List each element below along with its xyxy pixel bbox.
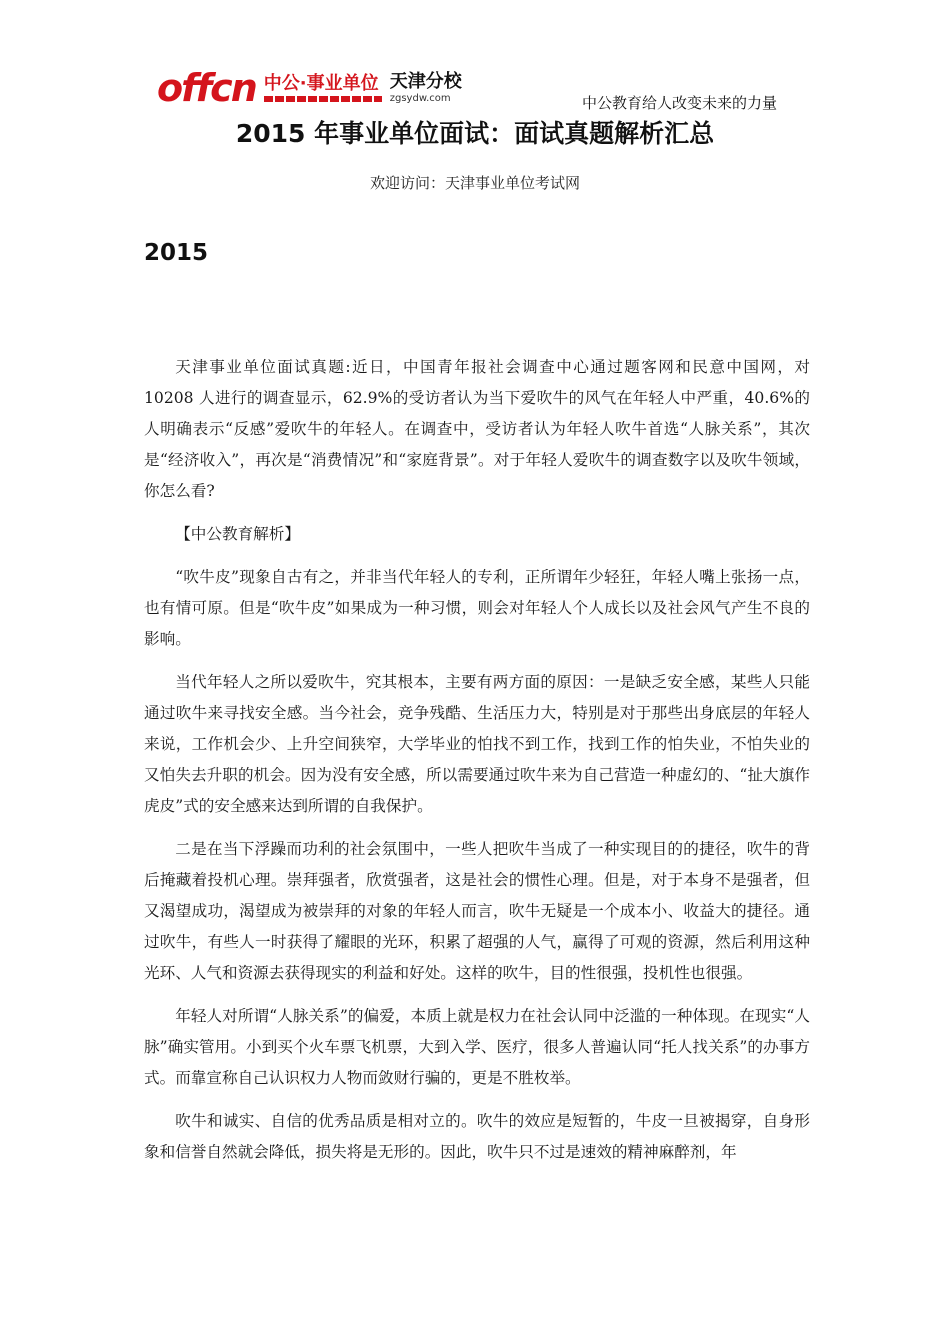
logo-url: zgsydw.com [389,93,451,104]
body-paragraph: 吹牛和诚实、自信的优秀品质是相对立的。吹牛的效应是短暂的，牛皮一旦被揭穿，自身形象和信誉自然就会降低，损失将是无形的。因此，吹牛只不过是速效的精神麻醉剂，年 [144,1112,810,1161]
page-title: 2015 年事业单位面试：面试真题解析汇总 [235,119,715,148]
article-body [144,352,810,1180]
logo-tagline-bar [264,96,382,102]
logo-mark: offcn [157,66,256,110]
body-paragraph: 当代年轻人之所以爱吹牛，究其根本，主要有两方面的原因：一是缺乏安全感，某些人只能通过吹牛来寻找安全感。当今社会，竞争残酷、生活压力大，特别是对于那些出身底层的年轻人来说，工作机会少、上升空间狭窄，大学毕业的怕找不到工作，找到工作的怕失业，不怕失业的又怕失去升职的机会。因为没有安全感，所以需要通过吹牛来为自己营造一种虚幻的、“扯大旗作虎皮”式的安全感来达到所谓的自我保护。 [144,673,810,815]
body-paragraph: “吹牛皮”现象自古有之，并非当代年轻人的专利，正所谓年少轻狂，年轻人嘴上张扬一点，也有情可原。但是“吹牛皮”如果成为一种习惯，则会对年轻人个人成长以及社会风气产生不良的影响。 [144,568,810,648]
logo-branch-name: 天津分校 [389,71,462,92]
logo-branch [390,71,462,105]
logo-main [264,74,382,102]
question-paragraph: 天津事业单位面试真题:近日，中国青年报社会调查中心通过题客网和民意中国网，对 10208 人进行的调查显示，62.9%的受访者认为当下爱吹牛的风气在年轻人中严重，40.6%的人明确表示“反感”爱吹牛的年轻人。在调查中，受访者认为年轻人吹牛首选“人脉关系”，其次是“经济收入”，再次是“消费情况”和“家庭背景”。对于年轻人爱吹牛的调查数字以及吹牛领域，你怎么看? [144,358,810,500]
logo-name: 中公·事业单位 [263,73,379,94]
offcn-logo [157,66,462,110]
analysis-label: 【中公教育解析】 [175,525,300,543]
welcome-line: 欢迎访问：天津事业单位考试网 [369,174,580,192]
header-slogan: 中公教育给人改变未来的力量 [582,94,778,112]
year-heading: 2015 [144,240,209,266]
body-paragraph: 年轻人对所谓“人脉关系”的偏爱，本质上就是权力在社会认同中泛滥的一种体现。在现实“人脉”确实管用。小到买个火车票飞机票，大到入学、医疗，很多人普遍认同“托人找关系”的办事方式。而靠宣称自己认识权力人物而敛财行骗的，更是不胜枚举。 [144,1007,810,1087]
body-paragraph: 二是在当下浮躁而功利的社会氛围中，一些人把吹牛当成了一种实现目的的捷径，吹牛的背后掩藏着投机心理。崇拜强者，欣赏强者，这是社会的惯性心理。但是，对于本身不是强者，但又渴望成功，渴望成为被崇拜的对象的年轻人而言，吹牛无疑是一个成本小、收益大的捷径。通过吹牛，有些人一时获得了耀眼的光环，积累了超强的人气，赢得了可观的资源，然后利用这种光环、人气和资源去获得现实的利益和好处。这样的吹牛，目的性很强，投机性也很强。 [144,840,810,982]
